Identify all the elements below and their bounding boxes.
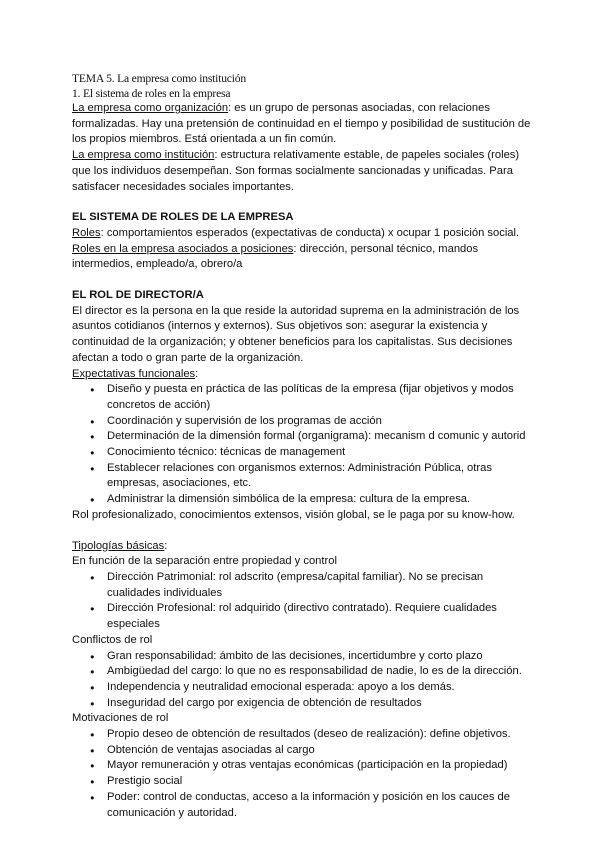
motivations-list xyxy=(72,727,532,821)
list-item: ● Diseño y puesta en práctica de las políticas de la empresa (fijar objetivos y modos concretos de acción) xyxy=(107,382,532,413)
list-item: ● Dirección Patrimonial: rol adscrito (empresa/capital familiar). No se precisan cualidades individuales xyxy=(107,570,532,601)
separation-title: En función de la separación entre propiedad y control xyxy=(72,555,337,568)
term-roles: Roles xyxy=(72,226,101,239)
expectations-colon: : xyxy=(195,367,199,380)
roles-positions xyxy=(72,242,532,273)
spacer xyxy=(72,524,532,539)
list-item: ● Ambigüedad del cargo: lo que no es responsabilidad de nadie, lo es de la dirección. xyxy=(107,664,532,680)
separation-list xyxy=(72,570,532,633)
intro-organization xyxy=(72,101,532,148)
roles-def-text: : comportamientos esperados (expectativas de conducta) x ocupar 1 posición social. xyxy=(100,226,520,239)
typologies-label-line xyxy=(72,539,532,555)
expectations-label: Expectativas funcionales xyxy=(72,367,196,380)
motivations-title: Motivaciones de rol xyxy=(72,712,169,725)
list-item: ● Independencia y neutralidad emocional esperada: apoyo a los demás. xyxy=(107,680,532,696)
conflicts-list xyxy=(72,649,532,712)
def-institution: : estructura relativamente estable, de papeles sociales (roles) que los individuos desempeñan. Son formas socialmente sancionadas y unificadas. Para satisfacer necesidades sociales importantes. xyxy=(72,149,520,193)
intro-institution xyxy=(72,148,532,195)
director-paragraph: El director es la persona en la que reside la autoridad suprema en la administración de los asuntos cotidianos (internos y externos). Sus objetivos son: asegurar la existencia y continuidad de la organización; y obtener beneficios para los capitalistas. Sus decisiones afectan a todo o gran parte de la organización. xyxy=(72,304,520,364)
typologies-colon: : xyxy=(164,539,168,552)
list-item: ● Prestigio social xyxy=(107,774,532,790)
def-organization: : es un grupo de personas asociadas, con relaciones formalizadas. Hay una pretensión de continuidad en el tiempo y posibilidad de sustitución de los propios miembros. Está orientada a un fin común. xyxy=(72,102,531,146)
list-item: ● Poder: control de conductas, acceso a la información y posición en los cauces de comunicación y autoridad. xyxy=(107,790,532,821)
list-item: ● Administrar la dimensión simbólica de la empresa: cultura de la empresa. xyxy=(107,492,532,508)
term-roles-positions: Roles en la empresa asociados a posiciones xyxy=(72,242,294,255)
list-item: ● Mayor remuneración y otras ventajas económicas (participación en la propiedad) xyxy=(107,758,532,774)
list-item: ● Obtención de ventajas asociadas al cargo xyxy=(107,743,532,759)
expectations-list xyxy=(72,382,532,508)
document-page xyxy=(72,72,532,821)
doc-subtitle: 1. El sistema de roles en la empresa xyxy=(72,86,231,100)
typologies-label: Tipologías básicas xyxy=(72,539,165,552)
list-item: ● Propio deseo de obtención de resultados (deseo de realización): define objetivos. xyxy=(107,727,532,743)
expectations-label-line xyxy=(72,367,532,383)
roles-heading: EL SISTEMA DE ROLES DE LA EMPRESA xyxy=(72,211,294,224)
roles-positions-text: : dirección, personal técnico, mandos intermedios, empleado/a, obrero/a xyxy=(72,242,479,271)
conflicts-title: Conflictos de rol xyxy=(72,633,153,646)
list-item: ● Gran responsabilidad: ámbito de las decisiones, incertidumbre y corto plazo xyxy=(107,649,532,665)
list-item: ● Inseguridad del cargo por exigencia de obtención de resultados xyxy=(107,696,532,712)
list-item: ● Conocimiento técnico: técnicas de management xyxy=(107,445,532,461)
roles-def xyxy=(72,226,532,242)
doc-title: TEMA 5. La empresa como institución xyxy=(72,72,246,85)
director-closing: Rol profesionalizado, conocimientos extensos, visión global, se le paga por su know-how. xyxy=(72,508,515,521)
list-item: ● Establecer relaciones con organismos externos: Administración Pública, otras empresas, asociaciones, etc. xyxy=(107,461,532,492)
list-item: ● Determinación de la dimensión formal (organigrama): mecanism d comunic y autorid xyxy=(107,429,532,445)
director-heading: EL ROL DE DIRECTOR/A xyxy=(72,289,204,302)
list-item: ● Coordinación y supervisión de los programas de acción xyxy=(107,414,532,430)
term-institution: La empresa como institución xyxy=(72,149,215,162)
term-organization: La empresa como organización xyxy=(72,102,229,114)
list-item: ● Dirección Profesional: rol adquirido (directivo contratado). Requiere cualidades especiales xyxy=(107,601,532,632)
